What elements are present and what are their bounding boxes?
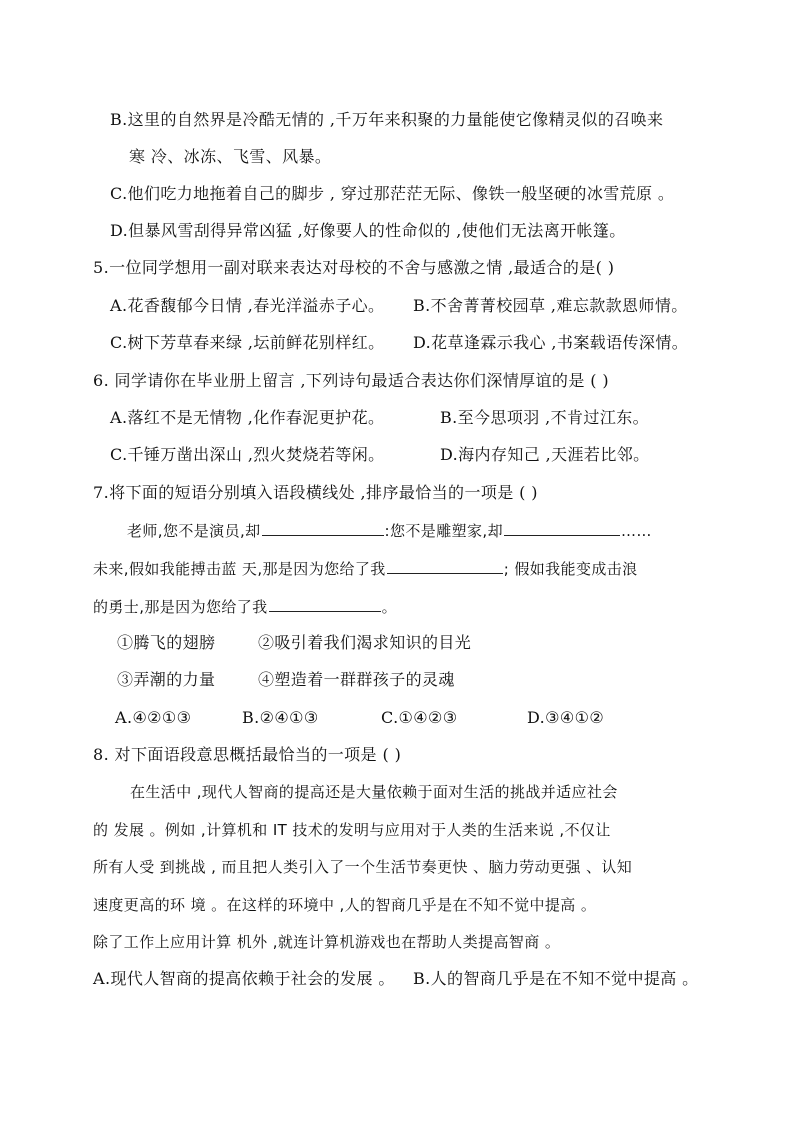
blank-4 [269,596,381,612]
q7-passage-line1-part-c: …… [620,522,652,540]
q8-passage-line5: 除了工作上应用计算 机外 ,就连计算机游戏也在帮助人类提高智商 。 [93,933,561,951]
q4-option-b-line1: B.这里的自然界是冷酷无情的 ,千万年来积聚的力量能使它像精灵似的召唤来 [110,110,664,129]
q7-passage-line2-part-b: ; 假如我能变成击浪 [503,560,638,578]
q5-option-c: C.树下芳草春来绿 ,坛前鲜花别样红。 [110,333,385,352]
q7-passage-line1-part-b: :您不是雕塑家,却 [384,522,503,540]
q7-phrase-3: ③弄潮的力量 [117,670,216,689]
q8-option-a: A.现代人智商的提高依赖于社会的发展 。 [93,969,395,988]
q7-passage-line2-part-a: 未来,假如我能搏击蓝 天,那是因为您给了我 [93,560,386,578]
q7-phrase-1: ①腾飞的翅膀 [117,633,216,652]
q6-option-a: A.落红不是无情物 ,化作春泥更护花。 [110,408,385,427]
q5-option-a: A.花香馥郁今日情 ,春光洋溢赤子心。 [110,296,385,315]
q7-option-a: A.④②①③ [115,708,192,727]
q6-stem: 6. 同学请你在毕业册上留言 ,下列诗句最适合表达你们深情厚谊的是 ( ) [93,371,609,390]
q7-passage-line3 [93,596,397,617]
q6-option-b: B.至今思项羽 ,不肯过江东。 [440,408,650,427]
q5-option-d: D.花草逢霖示我心 ,书案载语传深情。 [413,333,689,352]
q7-passage-line2 [93,558,638,579]
q8-passage-line1: 在生活中 ,现代人智商的提高还是大量依赖于面对生活的挑战并适应社会 [130,783,618,801]
q7-option-b: B.②④①③ [242,708,319,727]
blank-1 [262,520,384,536]
q7-passage-line1 [127,520,652,541]
q8-stem: 8. 对下面语段意思概括最恰当的一项是 ( ) [93,745,402,764]
q8-passage-line3: 所有人受 到挑战 , 而且把人类引入了一个生活节奏更快 、脑力劳动更强 、认知 [93,858,633,876]
q4-option-b-line2: 寒 冷、冰冻、飞雪、风暴。 [129,147,332,166]
blank-3 [387,558,503,574]
q8-passage-line4: 速度更高的环 境 。在这样的环境中 ,人的智商几乎是在不知不觉中提高 。 [93,896,597,914]
q4-option-d: D.但暴风雪刮得异常凶猛 ,好像要人的性命似的 ,使他们无法离开帐篷。 [110,221,626,240]
q7-passage-line3-part-a: 的勇士,那是因为您给了我 [93,598,268,616]
q4-option-c: C.他们吃力地拖着自己的脚步 , 穿过那茫茫无际、像铁一般坚硬的冰雪荒原 。 [110,184,675,203]
q5-option-b: B.不舍菁菁校园草 ,难忘款款恩师情。 [413,296,688,315]
q6-option-c: C.千锤万凿出深山 ,烈火焚烧若等闲。 [110,445,385,464]
q7-option-d: D.③④①② [527,708,605,727]
q8-option-b: B.人的智商几乎是在不知不觉中提高 。 [413,969,699,988]
q7-phrase-4: ④塑造着一群群孩子的灵魂 [258,670,455,689]
q8-passage-line2: 的 发展 。例如 ,计算机和 IT 技术的发明与应用对于人类的生活来说 ,不仅让 [93,821,611,839]
q7-phrase-2: ②吸引着我们渴求知识的目光 [258,633,472,652]
q7-passage-line1-part-a: 老师,您不是演员,却 [127,522,261,540]
blank-2 [504,520,620,536]
q5-stem: 5.一位同学想用一副对联来表达对母校的不舍与感激之情 ,最适合的是( ) [93,258,615,277]
q7-option-c: C.①④②③ [381,708,458,727]
q7-stem: 7.将下面的短语分别填入语段横线处 ,排序最恰当的一项是 ( ) [93,483,538,502]
q6-option-d: D.海内存知己 ,天涯若比邻。 [440,445,650,464]
q7-passage-line3-part-b: 。 [381,598,397,616]
